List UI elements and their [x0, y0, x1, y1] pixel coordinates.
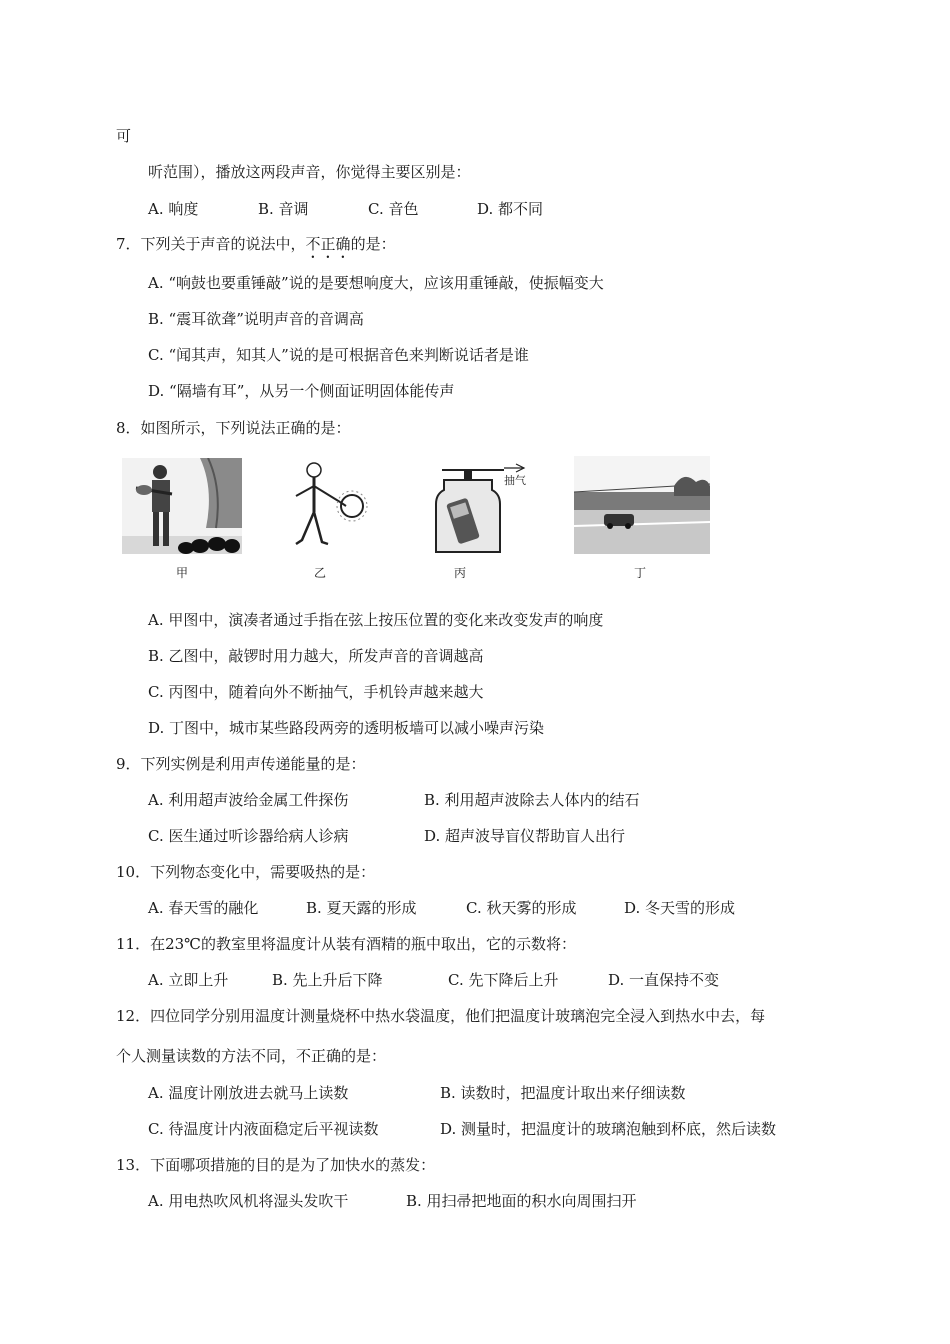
q7-option-d: D. “隔墙有耳”，从另一个侧面证明固体能传声: [148, 382, 455, 400]
q7-option-c: C. “闻其声，知其人”说的是可根据音色来判断说话者是谁: [148, 346, 529, 364]
q7-stem-suffix: 的是：: [350, 235, 396, 253]
q13-option-b: B. 用扫帚把地面的积水向周围扫开: [406, 1192, 637, 1210]
q7-stem-prefix: 7．下列关于声音的说法中，: [116, 235, 306, 253]
q12-option-d: D. 测量时，把温度计的玻璃泡触到杯底，然后读数: [440, 1120, 777, 1138]
figure-bing-bell-jar: [428, 456, 528, 556]
question-10-stem: 10．下列物态变化中，需要吸热的是：: [116, 863, 376, 881]
q13-option-a: A. 用电热吹风机将湿头发吹干: [148, 1192, 349, 1210]
q6-option-b: B. 音调: [258, 200, 309, 218]
question-12-stem-line-2: 个人测量读数的方法不同，不正确的是：: [116, 1047, 387, 1065]
q11-option-c: C. 先下降后上升: [448, 971, 559, 989]
figure-yi-caption: 乙: [314, 566, 327, 580]
q11-option-a: A. 立即上升: [148, 971, 229, 989]
question-13-stem: 13．下面哪项措施的目的是为了加快水的蒸发：: [116, 1156, 436, 1174]
q11-option-b: B. 先上升后下降: [272, 971, 383, 989]
q8-option-a: A. 甲图中，演凑者通过手指在弦上按压位置的变化来改变发声的响度: [148, 611, 604, 629]
q8-option-d: D. 丁图中，城市某些路段两旁的透明板墙可以减小噪声污染: [148, 719, 545, 737]
q6-option-a: A. 响度: [148, 200, 199, 218]
q8-option-b: B. 乙图中，敲锣时用力越大，所发声音的音调越高: [148, 647, 484, 665]
q10-option-c: C. 秋天雾的形成: [466, 899, 577, 917]
q9-option-c: C. 医生通过听诊器给病人诊病: [148, 827, 349, 845]
q9-option-b: B. 利用超声波除去人体内的结石: [424, 791, 640, 809]
q7-option-a: A. “响鼓也要重锤敲”说的是要想响度大，应该用重锤敲，使振幅变大: [148, 274, 604, 292]
q10-option-b: B. 夏天露的形成: [306, 899, 417, 917]
q7-option-b: B. “震耳欲聋”说明声音的音调高: [148, 310, 364, 328]
figure-bing-caption: 丙: [454, 566, 467, 580]
question-8-stem: 8．如图所示，下列说法正确的是：: [116, 419, 351, 437]
q7-stem-emphasis: 不正确: [305, 235, 351, 253]
q12-option-b: B. 读数时，把温度计取出来仔细读数: [440, 1084, 686, 1102]
question-7-stem: [116, 234, 396, 262]
figure-jia-violinist: [122, 458, 242, 554]
q8-option-c: C. 丙图中，随着向外不断抽气，手机铃声越来越大: [148, 683, 484, 701]
q9-option-d: D. 超声波导盲仪帮助盲人出行: [424, 827, 626, 845]
question-9-stem: 9．下列实例是利用声传递能量的是：: [116, 755, 366, 773]
question-12-stem-line-1: 12．四位同学分别用温度计测量烧杯中热水袋温度，他们把温度计玻璃泡完全浸入到热水中去，每: [116, 1007, 766, 1025]
question-11-stem: 11．在23℃的教室里将温度计从装有酒精的瓶中取出，它的示数将：: [116, 935, 576, 953]
q9-option-a: A. 利用超声波给金属工件探伤: [148, 791, 349, 809]
q10-option-d: D. 冬天雪的形成: [624, 899, 736, 917]
figure-ding-sound-barrier: [574, 456, 710, 554]
figure-jia-caption: 甲: [176, 566, 189, 580]
question-6-tail: 听范围），播放这两段声音，你觉得主要区别是：: [148, 163, 471, 181]
q10-option-a: A. 春天雪的融化: [148, 899, 259, 917]
q12-option-c: C. 待温度计内液面稳定后平视读数: [148, 1120, 379, 1138]
q6-option-d: D. 都不同: [477, 200, 544, 218]
figure-yi-gong: [278, 462, 374, 554]
q12-option-a: A. 温度计刚放进去就马上读数: [148, 1084, 349, 1102]
page-fragment-text: 可: [116, 127, 132, 145]
figure-bing-pump-label: 抽气: [504, 474, 526, 487]
figure-ding-caption: 丁: [634, 566, 647, 580]
q6-option-c: C. 音色: [368, 200, 419, 218]
q11-option-d: D. 一直保持不变: [608, 971, 720, 989]
